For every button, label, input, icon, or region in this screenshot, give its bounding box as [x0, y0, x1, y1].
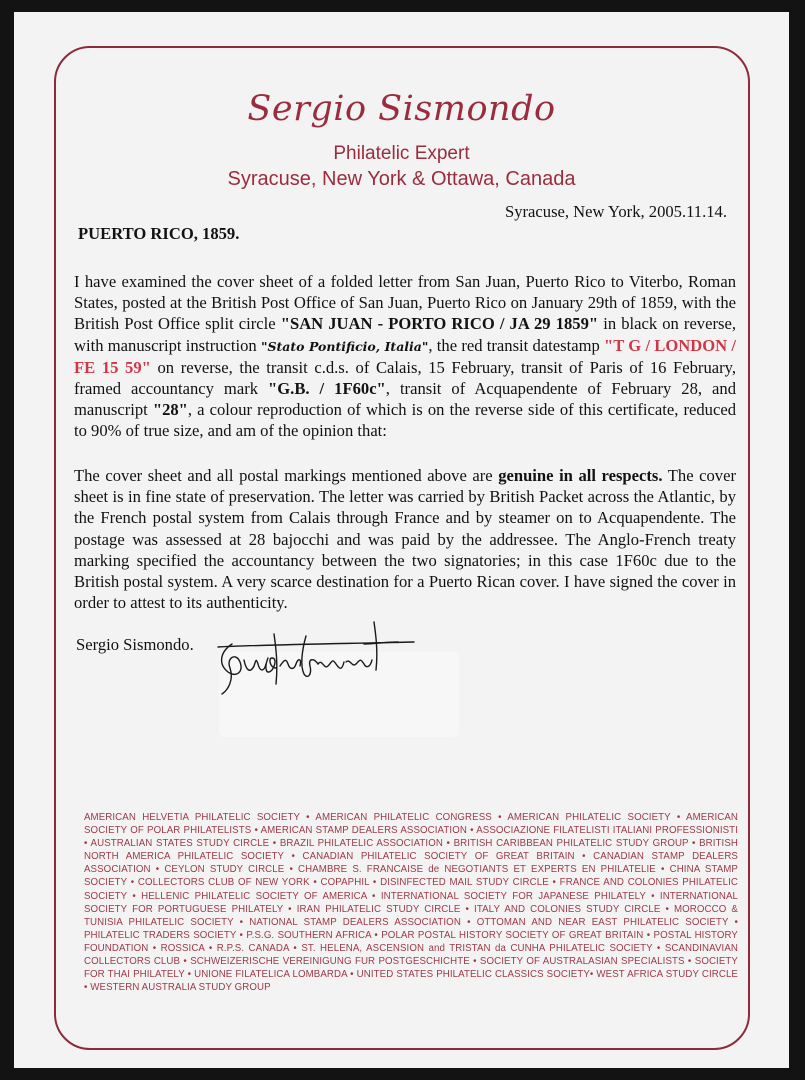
p1-text-5: , transit of Acquapendente of February 28, and manuscript [74, 379, 737, 420]
date-line: Syracuse, New York, 2005.11.14. [504, 202, 727, 221]
p1-text-4: on reverse, the transit c.d.s. of Calais, 15 February, transit of Paris of 16 February, framed accountancy mark [74, 357, 737, 399]
certificate-sheet [14, 12, 789, 1068]
expert-name: Sergio Sismondo [247, 89, 556, 129]
society-memberships: AMERICAN HELVETIA PHILATELIC SOCIETY • AMERICAN PHILATELIC CONGRESS • AMERICAN PHILATELIC SOCIETY • AMERICAN SOCIETY OF POLAR PHILATELISTS • AMERICAN STAMP DEALERS ASSOCIATION • ASSOCIAZIONE FILATELISTI ITALIANI PROFESSIONISTI • AUSTRALIAN STATES STUDY CIRCLE • BRAZIL PHILATELIC ASSOCIATION • BRITISH CARIBBEAN PHILATELIC STUDY GROUP • BRITISH NORTH AMERICA PHILATELIC SOCIETY • CANADIAN PHILATELIC SOCIETY OF GREAT BRITAIN • CANADIAN STAMP DEALERS ASSOCIATION • CEYLON STUDY CIRCLE • CHAMBRE S. FRANCAISE de NEGOTIANTS ET EXPERTS EN PHILATELIE • CHINA STAMP SOCIETY • COLLECTORS CLUB OF NEW YORK • COPAPHIL • DISINFECTED MAIL STUDY CIRCLE • FRANCE AND COLONIES PHILATELIC SOCIETY • HELLENIC PHILATELIC SOCIETY OF AMERICA • INTERNATIONAL SOCIETY FOR JAPANESE PHILATELY • INTERNATIONAL SOCIETY FOR PORTUGUESE PHILATELY • IRAN PHILATELIC STUDY CIRCLE • ITALY AND COLONIES STUDY CIRCLE • MOROCCO & TUNISIA PHILATELIC SOCIETY • NATIONAL STAMP DEALERS ASSOCIATION • OTTOMAN AND NEAR EAST PHILATELIC SOCIETY • PHILATELIC TRADERS SOCIETY • P.S.G. SOUTHERN AFRICA • POLAR POSTAL HISTORY SOCIETY OF GREAT BRITAIN • POSTAL HISTORY FOUNDATION • ROSSICA • R.P.S. CANADA • ST. HELENA, ASCENSION and TRISTAN da CUNHA PHILATELIC SOCIETY • SCANDINAVIAN COLLECTORS CLUB • SCHWEIZERISCHE VEREINIGUNG FUR POSTGESCHICHTE • SOCIETY OF AUSTRALASIAN SPECIALISTS • SOCIETY FOR THAI PHILATELY • UNIONE FILATELICA LOMBARDA • UNITED STATES PHILATELIC CLASSICS SOCIETY• WEST AFRICA STUDY CIRCLE • WESTERN AUSTRALIA STUDY GROUP [84, 812, 738, 994]
signer-name: Sergio Sismondo. [76, 635, 194, 654]
p1-manuscript-instruction: "Stato Pontificio, Italia" [260, 338, 429, 354]
p2-genuine: genuine in all respects. [498, 466, 663, 485]
opinion-paragraph [74, 465, 736, 613]
p1-accountancy-mark: "G.B. / 1F60c" [268, 379, 386, 399]
expert-title: Philatelic Expert [333, 143, 470, 164]
p2-text-2: The cover sheet is in fine state of preservation. The letter was carried by British Packet across the Atlantic, by the French postal system from Calais through France and by steamer on to Acquapendente. The postage was assessed at 28 bajocchi and was paid by the addressee. The Anglo-French treaty marking specified the accountancy between the two signatories; in this case 1F60c due to the British postal system. A very scarce destination for a Puerto Rican cover. I have signed the cover in order to attest to its authenticity. [74, 466, 736, 613]
p1-red-datestamp: "T G / LONDON / FE 15 59" [74, 335, 737, 377]
p1-postmark: "SAN JUAN - PORTO RICO / JA 29 1859" [280, 314, 599, 334]
p2-text-1: The cover sheet and all postal markings mentioned above are [74, 466, 499, 485]
p1-text-2: in black on reverse, with manuscript instruction [74, 314, 736, 355]
p1-text-3: , the red transit datestamp [428, 335, 605, 355]
expert-location: Syracuse, New York & Ottawa, Canada [227, 168, 576, 190]
examination-paragraph [74, 271, 736, 442]
certificate-heading: PUERTO RICO, 1859. [78, 224, 240, 243]
p1-text-6: , a colour reproduction of which is on the reverse side of this certificate, reduced to 90% of true size, and am of the opinion that: [74, 400, 736, 441]
handwritten-signature [214, 614, 419, 702]
p1-manuscript-28: "28" [152, 400, 188, 420]
p1-text-1: I have examined the cover sheet of a folded letter from San Juan, Puerto Rico to Viterbo, Roman States, posted at the British Post Office of San Juan, Puerto Rico on January 29th of 1859, with the British Post Office split circle [74, 272, 736, 334]
